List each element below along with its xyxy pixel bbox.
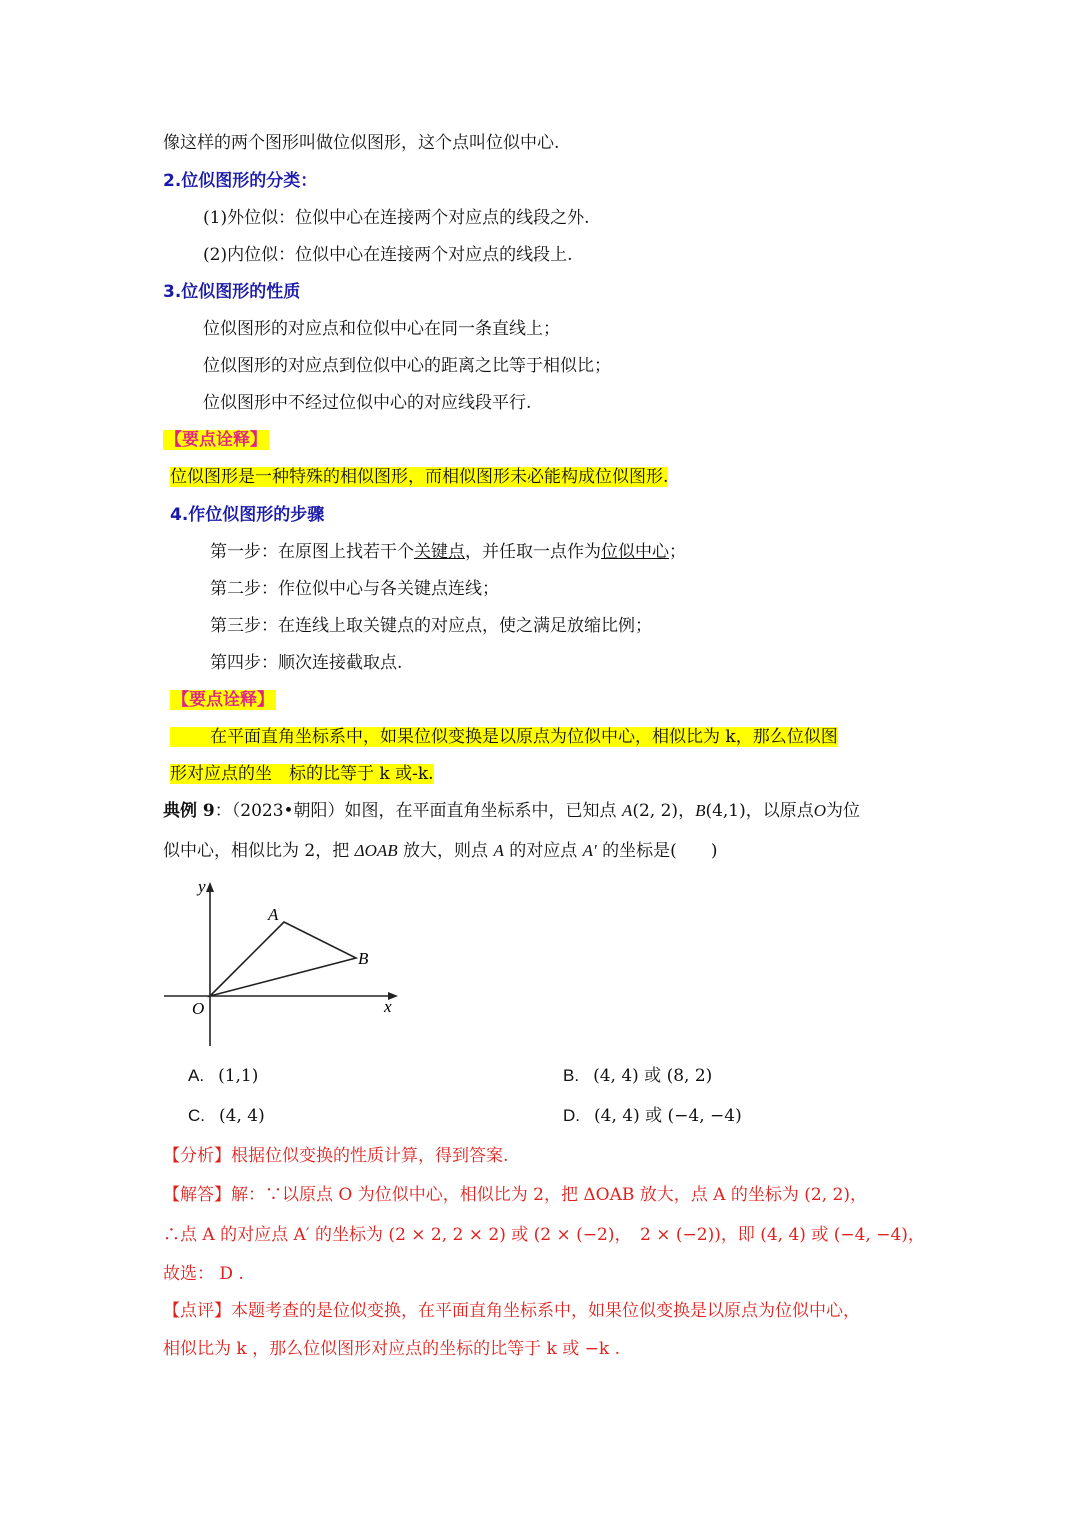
answer-line-1: 【解答】解：∵以原点 O 为位似中心，相似比为 2，把 ΔOAB 放大，点 A 的坐标为 (2, 2)， [163, 1185, 867, 1205]
section-2-title: 2.位似图形的分类： [163, 171, 318, 191]
section-2-item-2: (2)内位似：位似中心在连接两个对应点的线段上. [203, 245, 573, 265]
answer-line-3: 故选： D . [163, 1264, 244, 1284]
y-axis-label: y [198, 877, 206, 896]
section-3-title: 3.位似图形的性质 [163, 282, 301, 302]
point-a-label: A [268, 905, 279, 924]
coordinate-graph [160, 870, 420, 1050]
key-note-tag-1: 【要点诠释】 [165, 430, 267, 450]
section-4-title: 4.作位似图形的步骤 [170, 505, 325, 525]
triangle-oab [210, 922, 356, 996]
point-b-label: B [358, 949, 369, 968]
option-c[interactable]: C. (4, 4) [188, 1106, 265, 1126]
answer-line-2: ∴点 A 的对应点 A′ 的坐标为 (2 × 2, 2 × 2) 或 (2 × (−2)， 2 × (−2))，即 (4, 4) 或 (−4, −4)， [163, 1225, 925, 1245]
comment-line-1: 【点评】本题考查的是位似变换，在平面直角坐标系中，如果位似变换是以原点为位似中心， [163, 1301, 860, 1321]
option-a[interactable]: A. (1,1) [188, 1066, 259, 1086]
section-3-item-2: 位似图形的对应点到位似中心的距离之比等于相似比； [203, 356, 611, 376]
key-note-text-2-line-2: 形对应点的坐 标的比等于 k 或-k. [170, 764, 434, 784]
key-note-text-2-line-1: 在平面直角坐标系中，如果位似变换是以原点为位似中心，相似比为 k，那么位似图 [170, 724, 838, 750]
section-3-item-1: 位似图形的对应点和位似中心在同一条直线上； [203, 319, 560, 339]
option-d[interactable]: D. (4, 4) 或 (−4, −4) [563, 1106, 742, 1126]
origin-label: O [192, 999, 205, 1018]
example-line-1: 典例 9：（2023•朝阳）如图，在平面直角坐标系中，已知点 A(2, 2)，B(4,1)，以原点O为位 [163, 801, 861, 821]
analysis: 【分析】根据位似变换的性质计算，得到答案. [163, 1146, 509, 1166]
key-note-tag-2: 【要点诠释】 [172, 690, 274, 710]
step-4: 第四步：顺次连接截取点. [210, 653, 403, 673]
step-3: 第三步：在连线上取关键点的对应点，使之满足放缩比例； [210, 616, 652, 636]
section-2-item-1: (1)外位似：位似中心在连接两个对应点的线段之外. [203, 208, 590, 228]
step-1: 第一步：在原图上找若干个关键点，并任取一点作为位似中心； [210, 542, 686, 562]
example-line-2: 似中心，相似比为 2，把 ΔOAB 放大，则点 A 的对应点 A′ 的坐标是( ) [163, 841, 718, 861]
comment-line-2: 相似比为 k ，那么位似图形对应点的坐标的比等于 k 或 −k . [163, 1339, 620, 1359]
step-2: 第二步：作位似中心与各关键点连线； [210, 579, 499, 599]
key-note-text-1: 位似图形是一种特殊的相似图形，而相似图形未必能构成位似图形. [170, 467, 669, 487]
intro-text: 像这样的两个图形叫做位似图形，这个点叫位似中心. [163, 133, 560, 153]
option-b[interactable]: B. (4, 4) 或 (8, 2) [563, 1066, 713, 1086]
x-axis-label: x [384, 997, 392, 1016]
y-axis-arrow [206, 882, 214, 892]
section-3-item-3: 位似图形中不经过位似中心的对应线段平行. [203, 393, 532, 413]
